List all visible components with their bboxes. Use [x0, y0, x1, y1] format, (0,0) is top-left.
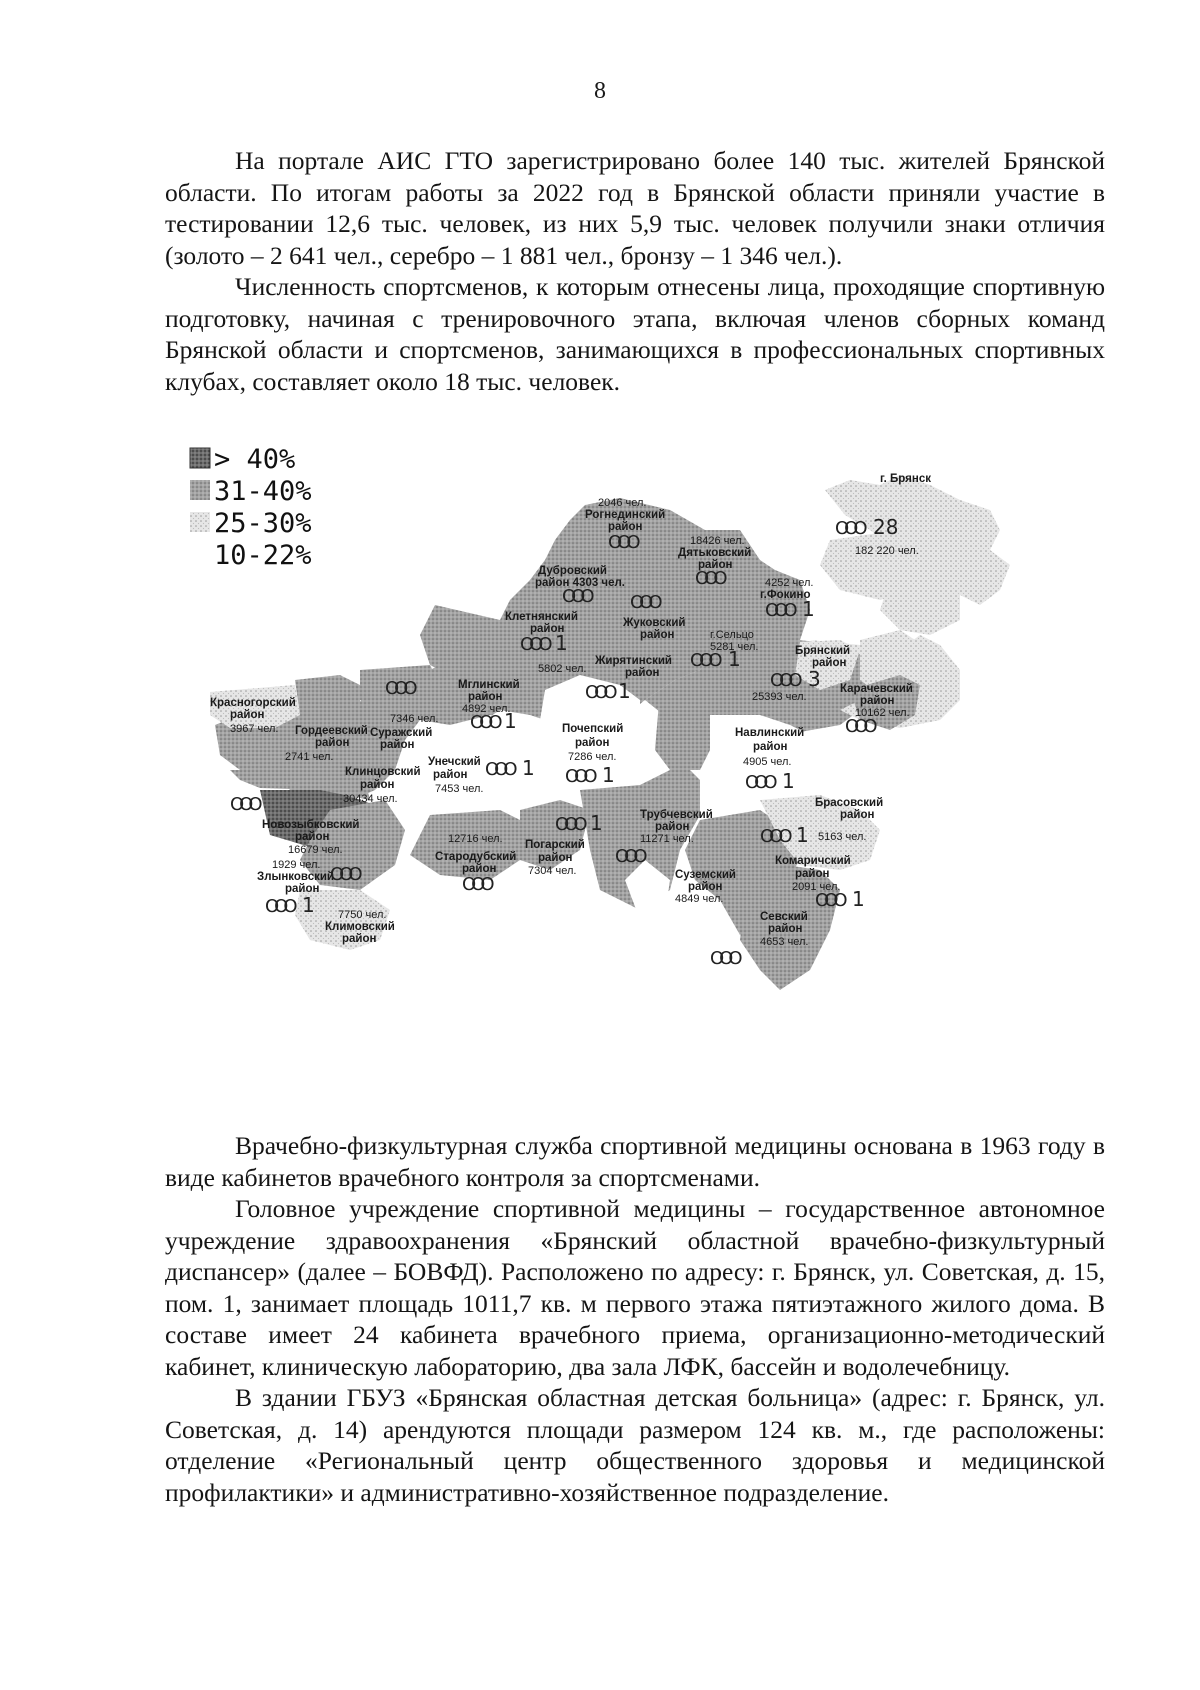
olympic-rings-icon: OOO: [845, 716, 873, 737]
district-suffix: район: [315, 737, 350, 749]
paragraph: Численность спортсменов, к которым отнесены лица, проходящие спортивную подготовку, начиная с тренировочного этапа, включая членов сборных команд Брянской области и спортсменов, занимающихся в профессиональных спортивных клубах, составляет около 18 тыс. человек.: [165, 272, 1105, 396]
olympic-rings-icon: OOO: [815, 890, 843, 911]
city-rank: 28: [873, 515, 899, 539]
district-suffix: район: [575, 737, 610, 749]
district-rank: 1: [590, 811, 603, 835]
district-suffix: район: [380, 739, 415, 751]
district-suffix: район: [688, 881, 723, 893]
district-suffix: район: [608, 521, 643, 533]
page-number: 8: [594, 78, 606, 104]
district-rank: 1: [852, 887, 865, 911]
legend-swatch-dark: [190, 448, 210, 468]
olympic-rings-icon: OOO: [385, 678, 413, 699]
district-name: Клинцовский: [345, 766, 421, 778]
district-count: 2091 чел.: [792, 881, 841, 893]
main-text: [165, 1130, 1105, 1508]
district-count: 7286 чел.: [568, 751, 617, 763]
region-map-svg: [200, 444, 1110, 1100]
district-name: Мглинский: [458, 679, 520, 691]
district-name: Карачевский: [840, 683, 913, 695]
district-rank: 1: [782, 769, 795, 793]
district-count: 5163 чел.: [818, 831, 867, 843]
district-rank: 1: [802, 597, 815, 621]
district-suffix: район: [342, 933, 377, 945]
legend-swatch-light: [190, 512, 210, 532]
olympic-rings-icon: OOO: [608, 532, 636, 553]
district-rank: 1: [602, 763, 615, 787]
district-count: 7453 чел.: [435, 783, 484, 795]
district-name: Суражский: [370, 727, 433, 739]
district-count: 5281 чел.: [710, 641, 759, 653]
district-count: 12716 чел.: [448, 833, 503, 845]
olympic-rings-icon: OOO: [760, 826, 788, 847]
district-rank: 1: [618, 679, 631, 703]
district-name: Злынковский: [257, 871, 334, 883]
district-count: 4849 чел.: [675, 893, 724, 905]
district-suffix: район: [840, 809, 875, 821]
legend-swatch-mid: [190, 480, 210, 500]
region-map: [200, 444, 1110, 1100]
district-name: Жуковский: [623, 617, 686, 629]
district-count: 5802 чел.: [538, 663, 587, 675]
legend-label: 10-22%: [214, 540, 312, 571]
district-rank: 1: [728, 647, 741, 671]
district-name: г.Фокино: [760, 589, 811, 601]
paragraph: На портале АИС ГТО зарегистрировано более 140 тыс. жителей Брянской области. По итогам работы за 2022 год в Брянской области приняли участие в тестировании 12,6 тыс. человек, из них 5,9 тыс. человек получили знаки отличия (золото – 2 641 чел., серебро – 1 881 чел., бронзу – 1 346 чел.).: [165, 146, 1105, 270]
district-suffix: район: [795, 868, 830, 880]
district-count: 4252 чел.: [765, 577, 814, 589]
district-suffix: район: [698, 559, 733, 571]
district-suffix: район: [768, 923, 803, 935]
legend-label: 31-40%: [214, 476, 312, 507]
olympic-rings-icon: OOO: [485, 759, 513, 780]
district-suffix: район: [462, 863, 497, 875]
district-name: Севский: [760, 911, 808, 923]
district-name: Красногорский: [210, 697, 296, 709]
district-suffix: район 4303 чел.: [535, 577, 626, 589]
olympic-rings-icon: OOO: [585, 682, 613, 703]
district-rank: 1: [522, 756, 535, 780]
olympic-rings-icon: OOO: [630, 592, 658, 613]
paragraph: Врачебно-физкультурная служба спортивной медицины основана в 1963 году в виде кабинетов врачебного контроля за спортсменами.: [165, 1131, 1105, 1192]
district-name: Жирятинский: [595, 655, 672, 667]
district-name: Дубровский: [538, 565, 607, 577]
district-count: 10162 чел.: [855, 707, 910, 719]
olympic-rings-icon: OOO: [230, 794, 258, 815]
city-value: 182 220 чел.: [855, 545, 919, 557]
district-name: Гордеевский: [295, 725, 368, 737]
district-suffix: район: [230, 709, 265, 721]
district-count: 4905 чел.: [743, 756, 792, 768]
district-suffix: район: [860, 695, 895, 707]
olympic-rings-icon: OOO: [565, 766, 593, 787]
district-name: Брянский: [795, 645, 851, 657]
district-rank: 1: [302, 893, 315, 917]
district-name: Погарский: [525, 839, 585, 851]
olympic-rings-icon: OOO: [615, 846, 643, 867]
district-suffix: район: [295, 831, 330, 843]
district-name: Унечский: [428, 756, 481, 768]
district-count: 4653 чел.: [760, 936, 809, 948]
olympic-rings-icon: OOO: [745, 772, 773, 793]
district-count: 7304 чел.: [528, 865, 577, 877]
district-name: Навлинский: [735, 727, 805, 739]
district-name: Клетнянский: [505, 611, 578, 623]
district-suffix: район: [285, 883, 320, 895]
olympic-rings-icon: OOO: [470, 712, 498, 733]
district-count: 3967 чел.: [230, 723, 279, 735]
olympic-rings-icon: OOO: [462, 874, 490, 895]
olympic-rings-icon: OOO: [770, 670, 798, 691]
intro-text: [165, 145, 1105, 397]
district-count: 1929 чел.: [272, 859, 321, 871]
district-count: 16679 чел.: [288, 844, 343, 856]
district-suffix: район: [433, 769, 468, 781]
district-suffix: район: [812, 657, 847, 669]
district-count: 7750 чел.: [338, 909, 387, 921]
district-suffix: район: [640, 629, 675, 641]
district-suffix: район: [625, 667, 660, 679]
district-count: 30434 чел.: [343, 793, 398, 805]
district-name: Суземский: [675, 869, 737, 881]
legend-label: 25-30%: [214, 508, 312, 539]
district-count: 2741 чел.: [285, 751, 334, 763]
district-name: Брасовский: [815, 797, 884, 809]
district-suffix: район: [468, 691, 503, 703]
paragraph: В здании ГБУЗ «Брянская областная детская больница» (адрес: г. Брянск, ул. Советская, д. 14) арендуются площади размером 124 кв. м., где расположены: отделение «Региональный центр общественного здоровья и медицинской профилактики» и административно-хозяйственное подразделение.: [165, 1383, 1105, 1507]
district-name: г.Сельцо: [710, 629, 754, 641]
olympic-rings-icon: OOO: [265, 896, 293, 917]
district-name: Почепский: [562, 723, 624, 735]
district-suffix: район: [655, 821, 690, 833]
district-rank: 3: [808, 667, 821, 691]
city-title: г. Брянск: [880, 473, 931, 485]
legend-label: > 40%: [214, 444, 296, 475]
olympic-rings-icon: OOO: [835, 518, 863, 539]
district-name: Комаричский: [775, 855, 851, 867]
district-count: 4892 чел.: [462, 703, 511, 715]
district-count: 2046 чел.: [598, 497, 647, 509]
district-name: Новозыбковский: [262, 819, 360, 831]
district-rank: 1: [555, 631, 568, 655]
olympic-rings-icon: OOO: [555, 814, 583, 835]
district-name: Климовский: [325, 921, 395, 933]
district-rank: 1: [504, 709, 517, 733]
district-suffix: район: [360, 779, 395, 791]
district-name: Рогнединский: [585, 509, 666, 521]
olympic-rings-icon: OOO: [690, 650, 718, 671]
district-suffix: район: [538, 852, 573, 864]
district-name: Стародубский: [435, 851, 517, 863]
paragraph: Головное учреждение спортивной медицины – государственное автономное учреждение здравоохранения «Брянский областной врачебно-физкультурный диспансер» (далее – БОВФД). Расположено по адресу: г. Брянск, ул. Советская, д. 15, пом. 1, занимает площадь 1011,7 кв. м первого этажа пятиэтажного жилого дома. В составе имеет 24 кабинета врачебного приема, организационно-методический кабинет, клиническую лабораторию, два зала ЛФК, бассейн и водолечебницу.: [165, 1194, 1105, 1381]
district-count: 25393 чел.: [752, 691, 807, 703]
district-count: 7346 чел.: [390, 713, 439, 725]
district-suffix: район: [753, 741, 788, 753]
district-suffix: район: [530, 623, 565, 635]
olympic-rings-icon: OOO: [562, 586, 590, 607]
district-name: Дятьковский: [678, 547, 752, 559]
district-rank: 1: [796, 823, 809, 847]
olympic-rings-icon: OOO: [710, 948, 738, 969]
olympic-rings-icon: OOO: [330, 864, 358, 885]
district-count: 18426 чел.: [690, 535, 745, 547]
olympic-rings-icon: OOO: [695, 568, 723, 589]
olympic-rings-icon: OOO: [520, 634, 548, 655]
district-name: Трубчевский: [640, 809, 713, 821]
olympic-rings-icon: OOO: [765, 600, 793, 621]
map-legend: [190, 444, 312, 571]
district-count: 11271 чел.: [640, 833, 694, 845]
